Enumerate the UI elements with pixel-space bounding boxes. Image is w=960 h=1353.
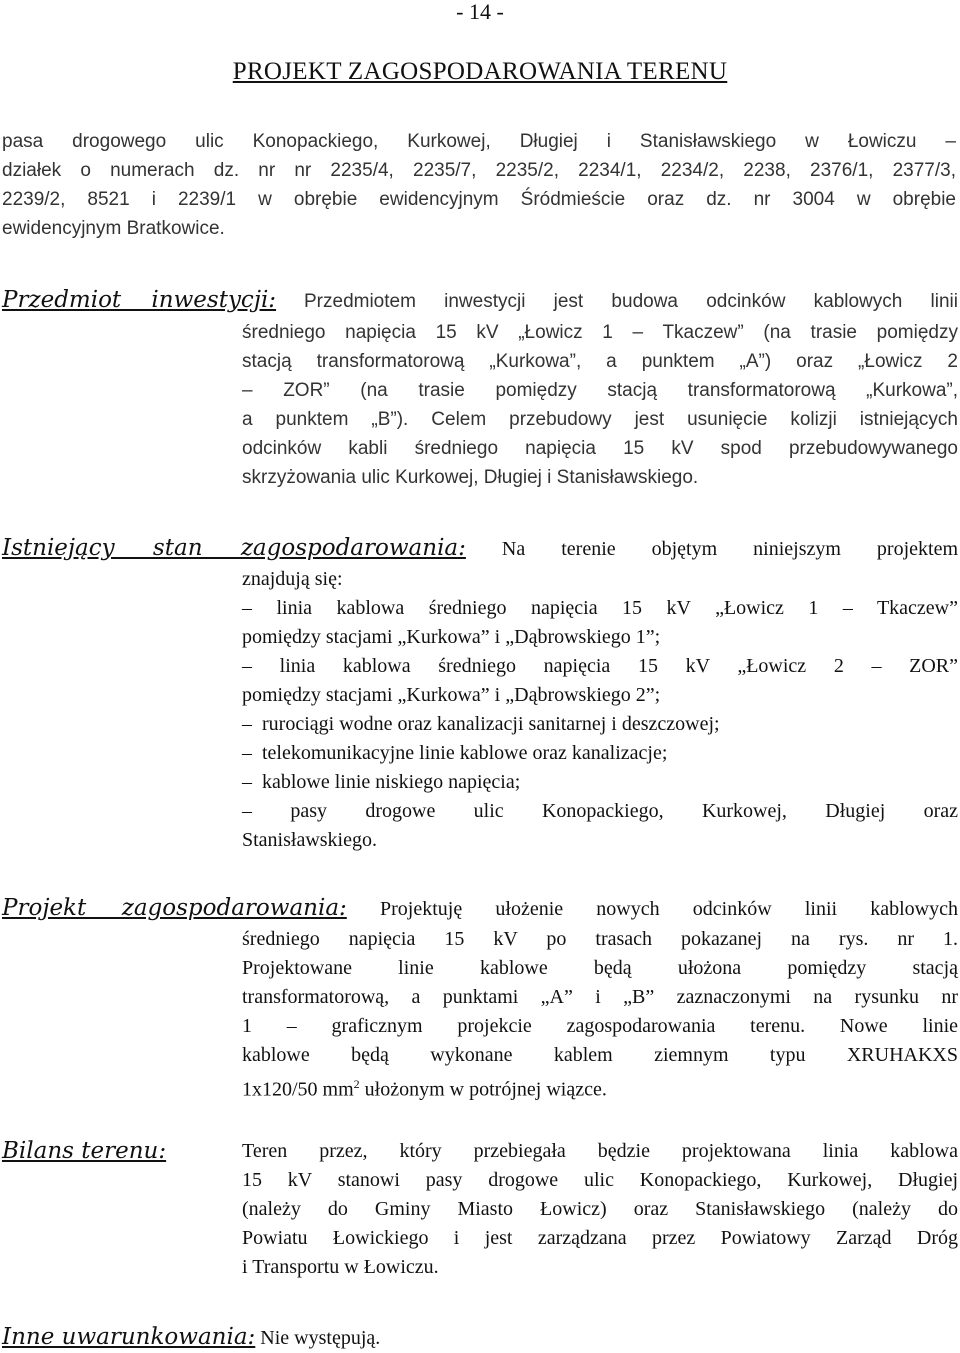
section-line: – ZOR” (na trasie pomiędzy stacją transformatorową „Kurkowa”, (242, 380, 958, 401)
section-line: a punktem „B”). Celem przebudowy jest usunięcie kolizji istniejących (242, 409, 958, 430)
section-line: Teren przez, który przebiegała będzie projektowana linia kablowa (242, 1140, 958, 1162)
section-line: 1x120/50 $mm^2$ ułożonym w potrójnej wiązce. (242, 1077, 607, 1101)
list-item: – linia kablowa średniego napięcia 15 kV „Łowicz 1 – Tkaczew” (242, 597, 959, 619)
intro-line: 2239/2, 8521 i 2239/1 w obrębie ewidencyjnym Śródmieście oraz dz. nr 3004 w obrębie (2, 189, 956, 210)
section-label: Bilans terenu: (2, 1138, 167, 1164)
section-label: Inne uwarunkowania: (2, 1324, 256, 1350)
intro-line: ewidencyjnym Bratkowice. (2, 218, 225, 239)
list-item: – linia kablowa średniego napięcia 15 kV „Łowicz 2 – ZOR” (242, 655, 959, 677)
section-text: Projektuję ułożenie nowych odcinków linii kablowych (380, 898, 958, 920)
list-item: – telekomunikacyjne linie kablowe oraz kanalizacje; (242, 742, 668, 764)
list-item: – rurociągi wodne oraz kanalizacji sanitarnej i deszczowej; (242, 713, 720, 735)
list-item-cont: Stanisławskiego. (242, 829, 377, 851)
section-label: Istniejący stan zagospodarowania: (2, 535, 466, 561)
section-line: 15 kV stanowi pasy drogowe ulic Konopackiego, Kurkowej, Długiej (242, 1169, 958, 1191)
section-line: transformatorową, a punktami „A” i „B” zaznaczonymi na rysunku nr (242, 986, 958, 1008)
section-istniejacy (2, 532, 958, 855)
section-bilans (2, 1135, 958, 1282)
list-item: – pasy drogowe ulic Konopackiego, Kurkowej, Długiej oraz (242, 800, 958, 822)
section-projekt (2, 892, 958, 1105)
section-text: Na terenie objętym niniejszym projektem (501, 538, 959, 560)
section-line: 1 – graficznym projekcie zagospodarowania terenu. Nowe linie (242, 1015, 958, 1037)
section-text: Nie występują. (260, 1327, 381, 1349)
section-line: (należy do Gminy Miasto Łowicz) oraz Stanisławskiego (należy do (242, 1198, 958, 1220)
intro-line: działek o numerach dz. nr nr 2235/4, 2235/7, 2235/2, 2234/1, 2234/2, 2238, 2376/1, 2377/3, (2, 160, 956, 181)
section-line: średniego napięcia 15 kV „Łowicz 1 – Tkaczew” (na trasie pomiędzy (242, 322, 958, 343)
section-line: średniego napięcia 15 kV po trasach pokazanej na rys. nr 1. (242, 928, 958, 950)
list-item: – kablowe linie niskiego napięcia; (242, 771, 521, 793)
section-first-line (2, 284, 958, 318)
section-line: skrzyżowania ulic Kurkowej, Długiej i Stanisławskiego. (242, 467, 699, 488)
list-item-cont: pomiędzy stacjami „Kurkowa” i „Dąbrowskiego 1”; (242, 626, 661, 648)
section-line: kablowe będą wykonane kablem ziemnym typu XRUHAKXS (242, 1044, 958, 1066)
section-line: odcinków kabli średniego napięcia 15 kV spod przebudowywanego (242, 438, 958, 459)
section-line: stacją transformatorową „Kurkowa”, a punktem „A”) oraz „Łowicz 2 (242, 351, 958, 372)
intro-paragraph (2, 127, 956, 243)
section-przedmiot (2, 284, 958, 492)
section-line: i Transportu w Łowiczu. (242, 1256, 439, 1278)
section-text: Przedmiotem inwestycji jest budowa odcinków kablowych linii (304, 291, 958, 312)
intro-line: pasa drogowego ulic Konopackiego, Kurkowej, Długiej i Stanisławskiego w Łowiczu – (2, 131, 956, 152)
page-number: - 14 - (456, 0, 504, 24)
section-label: Przedmiot inwestycji: (2, 287, 277, 313)
section-first-line (2, 892, 958, 925)
list-item-cont: pomiędzy stacjami „Kurkowa” i „Dąbrowskiego 2”; (242, 684, 661, 706)
section-inne (2, 1322, 958, 1353)
section-first-line (2, 532, 958, 565)
section-label: Projekt zagospodarowania: (2, 895, 347, 921)
section-line: znajdują się: (242, 568, 343, 590)
section-line: Powiatu Łowickiego i jest zarządzana przez Powiatowy Zarząd Dróg (242, 1227, 958, 1249)
document-title: PROJEKT ZAGOSPODAROWANIA TERENU (232, 58, 728, 85)
section-line: Projektowane linie kablowe będą ułożona pomiędzy stacją (242, 957, 958, 979)
